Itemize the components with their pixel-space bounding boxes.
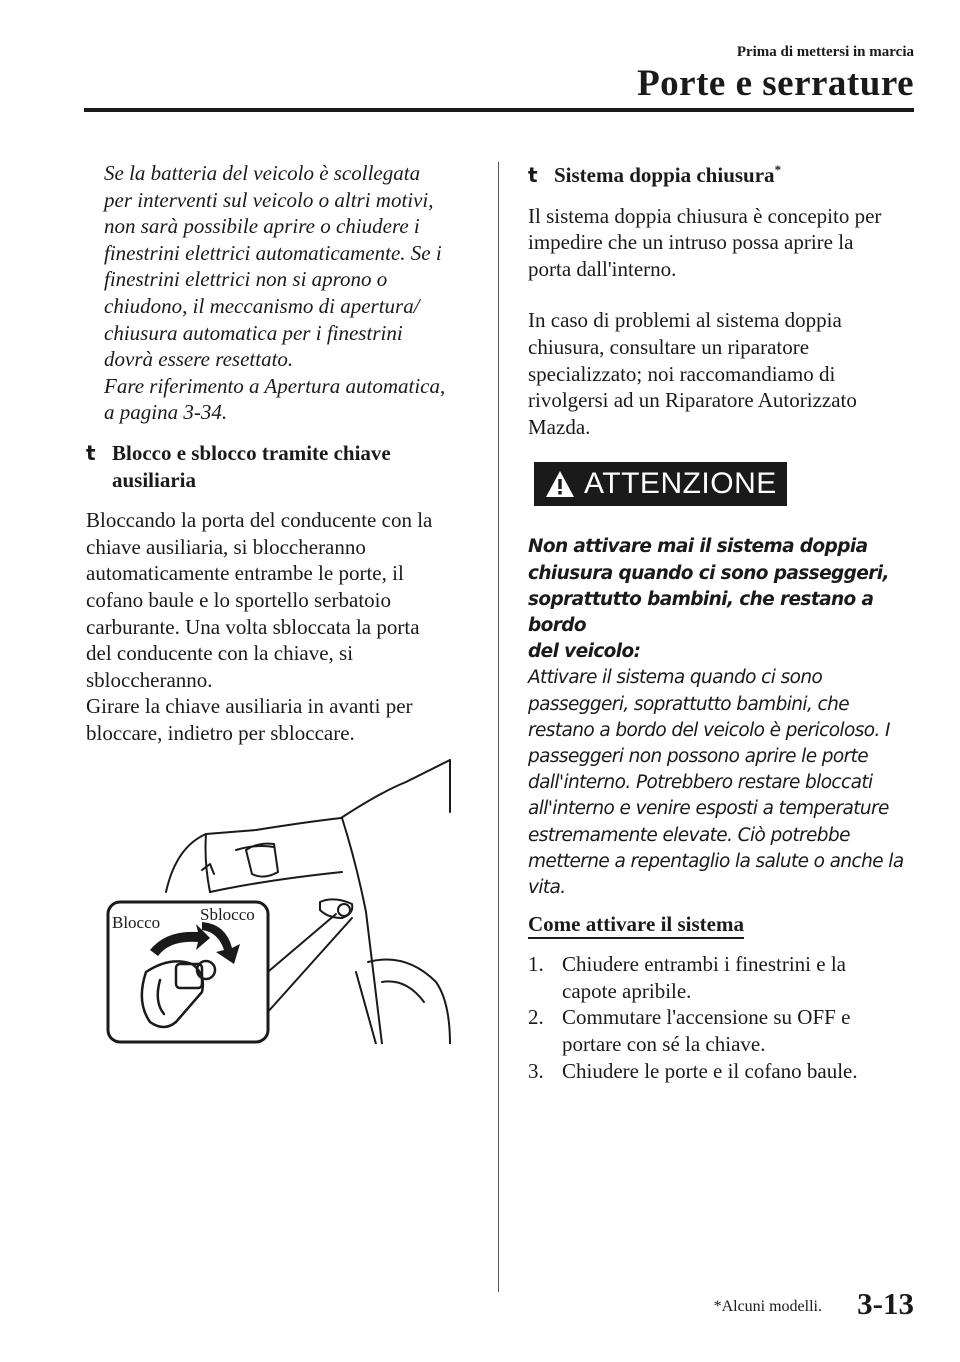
body-line: carburante. Una volta sbloccata la porta bbox=[86, 614, 420, 639]
double-lock-service bbox=[528, 307, 918, 440]
heading-double-lock bbox=[528, 162, 918, 189]
warning-line: vita. bbox=[528, 876, 566, 898]
warning-line: Attivare il sistema quando ci sono bbox=[528, 667, 823, 689]
warning-line: passeggeri, soprattutto bambini, che bbox=[528, 693, 849, 715]
heading-line: Blocco e sblocco tramite chiave bbox=[112, 440, 391, 465]
step-number: 2. bbox=[528, 1005, 544, 1030]
note-line: non sarà possibile aprire o chiudere i bbox=[104, 214, 420, 239]
warning-text bbox=[528, 534, 918, 901]
warning-badge bbox=[534, 462, 787, 506]
body-line: Bloccando la porta del conducente con la bbox=[86, 508, 433, 533]
note-line: finestrini elettrici non si aprono o bbox=[104, 267, 388, 292]
footnote-marker: * bbox=[774, 162, 782, 177]
note-line: a pagina 3-34. bbox=[104, 400, 228, 425]
header-rule bbox=[84, 108, 914, 112]
step-number: 1. bbox=[528, 952, 544, 977]
section-marker-icon: t bbox=[86, 440, 96, 465]
body-line: rivolgersi ad un Riparatore Autorizzato bbox=[528, 388, 857, 413]
body-line: chiave ausiliaria, si bloccheranno bbox=[86, 534, 366, 559]
step-line: Chiudere entrambi i finestrini e la bbox=[562, 952, 846, 977]
activation-steps bbox=[528, 951, 918, 1084]
note-line: chiudono, il meccanismo di apertura/ bbox=[104, 293, 420, 318]
note-line: Se la batteria del veicolo è scollegata bbox=[104, 161, 421, 185]
body-line: porta dall'interno. bbox=[528, 256, 677, 281]
double-lock-intro bbox=[528, 203, 918, 283]
right-column bbox=[528, 162, 918, 1084]
section-marker-icon: t bbox=[528, 163, 538, 187]
warning-line: restano a bordo del veicolo è pericoloso. I bbox=[528, 719, 890, 741]
body-line: In caso di problemi al sistema doppia bbox=[528, 308, 842, 333]
heading-line: ausiliaria bbox=[112, 467, 197, 492]
body-line: automaticamente entrambe le porte, il bbox=[86, 561, 404, 586]
body-line: cofano baule e lo sportello serbatoio bbox=[86, 587, 391, 612]
note-line: dovrà essere resettato. bbox=[104, 347, 294, 372]
warning-line: passeggeri non possono aprire le porte bbox=[528, 745, 869, 767]
note-line: finestrini elettrici automaticamente. Se i bbox=[104, 240, 442, 265]
left-column bbox=[86, 160, 481, 746]
warning-triangle-icon bbox=[544, 469, 576, 499]
aux-key-body bbox=[86, 507, 481, 746]
warning-line: all'interno e venire esposti a temperature bbox=[528, 798, 889, 820]
chapter-title: Porte e serrature bbox=[637, 63, 914, 104]
warning-bold-line: del veicolo: bbox=[528, 641, 641, 663]
step-item bbox=[528, 1004, 918, 1057]
body-line: impedire che un intruso possa aprire la bbox=[528, 230, 854, 255]
step-line: Commutare l'accensione su OFF e bbox=[562, 1005, 851, 1030]
note-line: per interventi sul veicolo o altri motivi, bbox=[104, 187, 434, 212]
warning-line: estremamente elevate. Ciò potrebbe bbox=[528, 824, 850, 846]
heading-aux-key bbox=[86, 440, 481, 493]
door-rear-edge bbox=[342, 818, 382, 1044]
car-roof-line bbox=[166, 760, 450, 892]
warning-bold-line: soprattutto bambini, che restano a bordo bbox=[528, 588, 874, 636]
step-line: capote apribile. bbox=[562, 978, 692, 1003]
body-line: specializzato; noi raccomandiamo di bbox=[528, 361, 836, 386]
body-line: sbloccheranno. bbox=[86, 667, 213, 692]
side-mirror bbox=[246, 844, 278, 877]
section-title: Prima di mettersi in marcia bbox=[736, 44, 914, 60]
body-line: Girare la chiave ausiliaria in avanti per bbox=[86, 694, 413, 719]
step-number: 3. bbox=[528, 1058, 544, 1083]
body-line: Mazda. bbox=[528, 414, 591, 439]
subheading-activate: Come attivare il sistema bbox=[528, 912, 744, 939]
step-line: portare con sé la chiave. bbox=[562, 1031, 766, 1056]
step-item bbox=[528, 951, 918, 1004]
step-line: Chiudere le porte e il cofano baule. bbox=[562, 1058, 858, 1083]
warning-bold-line: chiusura quando ci sono passeggeri, bbox=[528, 562, 889, 584]
warning-line: dall'interno. Potrebbero restare bloccati bbox=[528, 772, 873, 794]
heading-line: Sistema doppia chiusura* bbox=[554, 162, 782, 187]
page-number: 3-13 bbox=[857, 1286, 914, 1321]
body-line: chiusura, consultare un riparatore bbox=[528, 334, 810, 359]
warning-line: metterne a repentaglio la salute o anche la bbox=[528, 850, 904, 872]
body-line: del conducente con la chiave, si bbox=[86, 641, 354, 666]
note-line: Fare riferimento a Apertura automatica, bbox=[104, 373, 446, 398]
label-unlock: Sblocco bbox=[200, 905, 255, 924]
warning-bold-line: Non attivare mai il sistema doppia bbox=[528, 536, 868, 558]
label-lock: Blocco bbox=[112, 913, 161, 932]
battery-note bbox=[86, 160, 481, 426]
column-divider bbox=[498, 162, 499, 1292]
door-lock-illustration bbox=[106, 752, 452, 1044]
warning-label: ATTENZIONE bbox=[584, 467, 777, 501]
step-item bbox=[528, 1058, 918, 1085]
note-line: chiusura automatica per i finestrini bbox=[104, 320, 403, 345]
body-line: Il sistema doppia chiusura è concepito per bbox=[528, 203, 882, 228]
footnote: *Alcuni modelli. bbox=[713, 1298, 822, 1315]
body-line: bloccare, indietro per sbloccare. bbox=[86, 720, 355, 745]
